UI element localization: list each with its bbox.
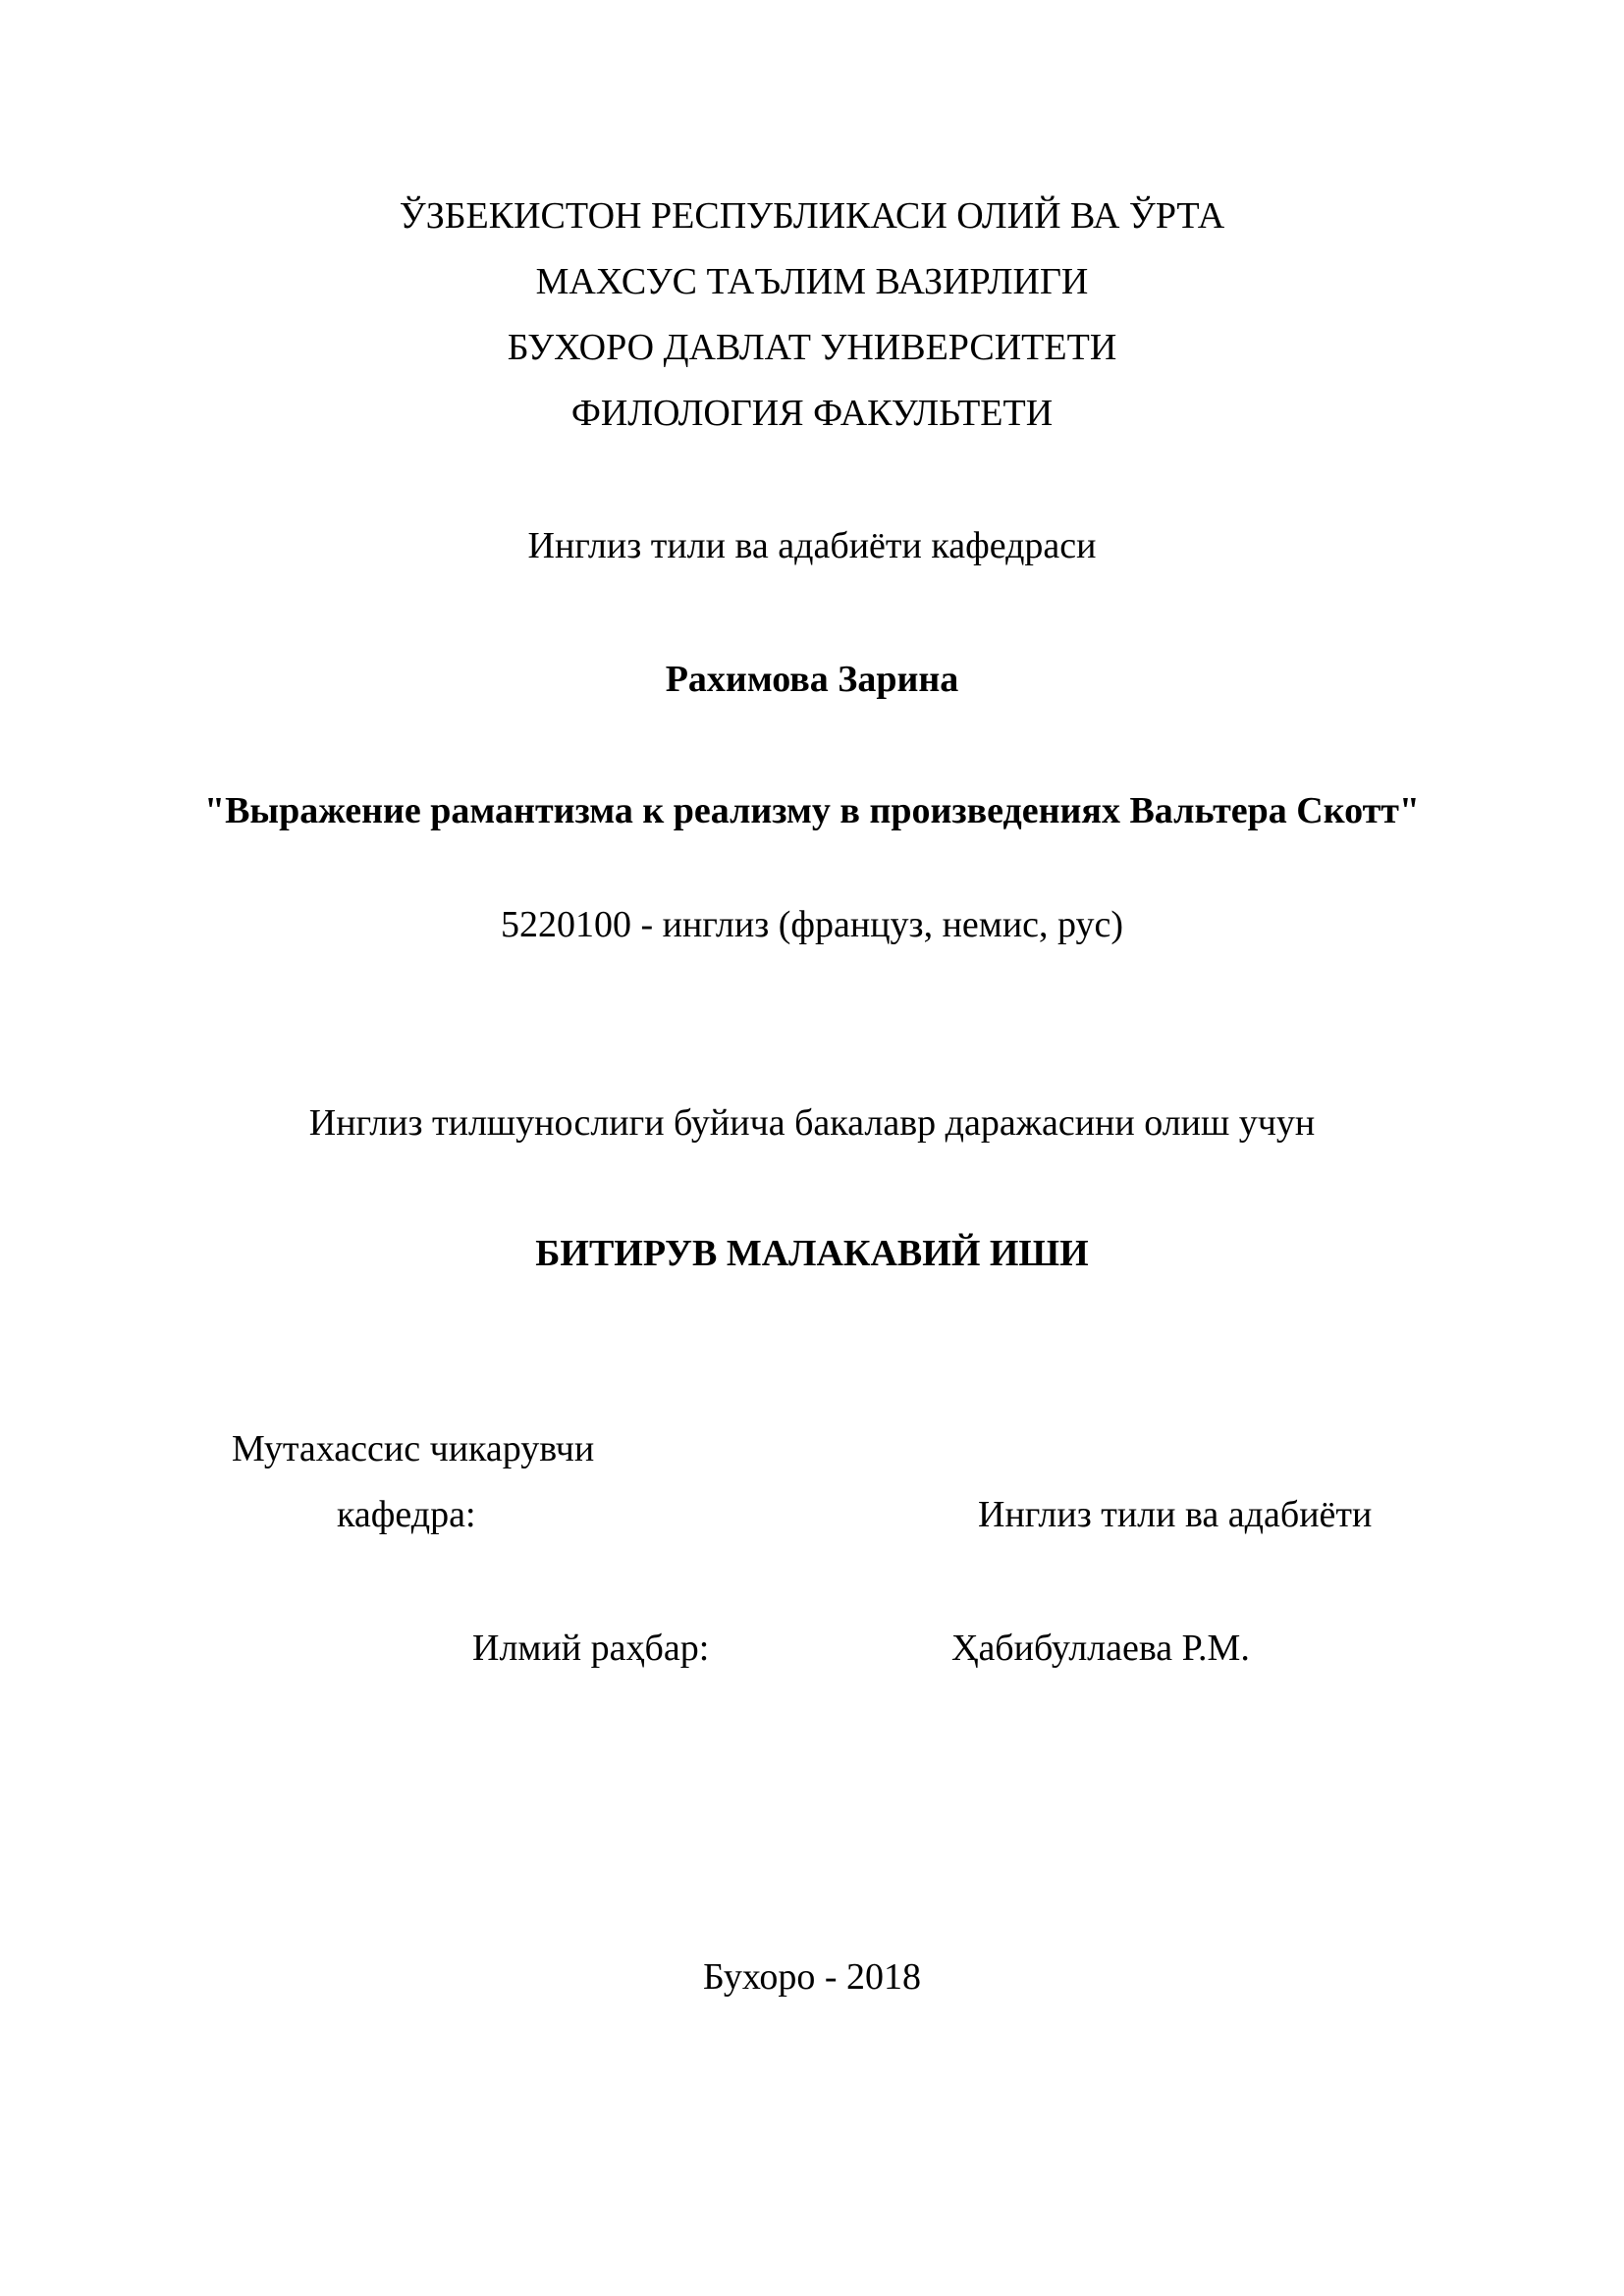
university-name: БУХОРО ДАВЛАТ УНИВЕРСИТЕТИ <box>507 327 1117 368</box>
thesis-title: "Выражение рамантизма к реализму в произведениях Вальтера Скотт" <box>203 790 1421 831</box>
supervisor-label: Илмий раҳбар: <box>472 1628 710 1669</box>
issuing-department-value: Инглиз тили ва адабиёти <box>978 1494 1373 1535</box>
author-name: Рахимова Зарина <box>665 659 959 700</box>
issuing-department-label-line-2: кафедра: <box>337 1494 476 1535</box>
ministry-line-1: ЎЗБЕКИСТОН РЕСПУБЛИКАСИ ОЛИЙ ВА ЎРТА <box>399 195 1225 237</box>
department-name: Инглиз тили ва адабиёти кафедраси <box>527 525 1097 566</box>
specialty-code: 5220100 - инглиз (француз, немис, рус) <box>500 904 1124 945</box>
work-type: БИТИРУВ МАЛАКАВИЙ ИШИ <box>535 1233 1089 1274</box>
degree-purpose: Инглиз тилшунослиги буйича бакалавр даражасини олиш учун <box>308 1102 1316 1144</box>
ministry-line-2: МАХСУС ТАЪЛИМ ВАЗИРЛИГИ <box>535 261 1089 302</box>
issuing-department-label-line-1: Мутахассис чикарувчи <box>232 1428 595 1469</box>
supervisor-name: Ҳабибуллаева Р.М. <box>951 1628 1250 1669</box>
faculty-name: ФИЛОЛОГИЯ ФАКУЛЬТЕТИ <box>570 393 1054 434</box>
place-year: Бухоро - 2018 <box>702 1956 922 1998</box>
